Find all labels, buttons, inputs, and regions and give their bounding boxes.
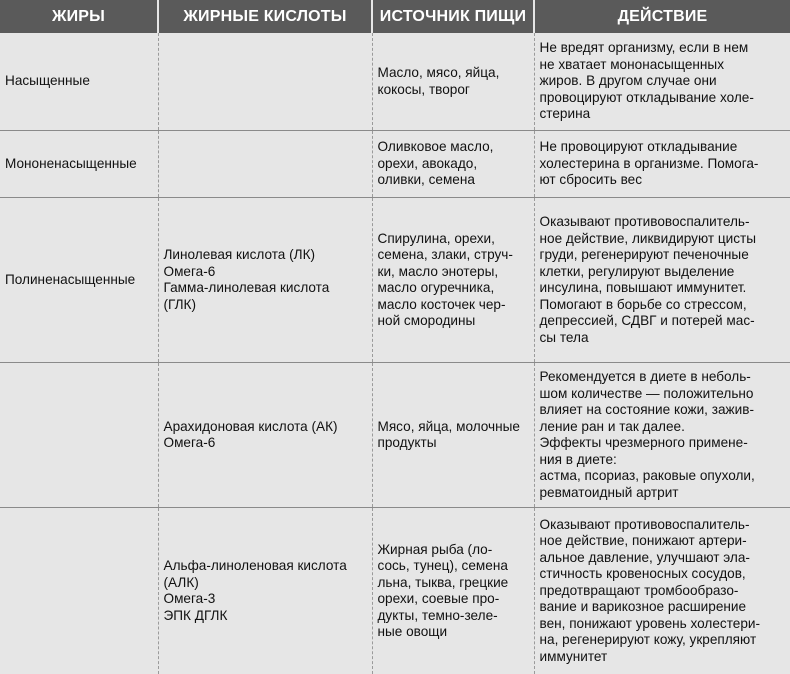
fat-type-cell: Насыщенные: [0, 33, 158, 131]
header-fatty-acids: ЖИРНЫЕ КИСЛОТЫ: [158, 0, 372, 33]
effect-cell: Рекомендуется в диете в неболь- шом количестве — положительно влияет на состояние кожи, зажив- ление ран и так далее. Эффекты чрезмерного примене- ния в диете: астма, псориаз, раковые опухоли, ревматоидный артрит: [534, 363, 790, 508]
table-row: [0, 508, 790, 674]
effect-cell: Оказывают противовоспалитель- ное действие, понижают артери- альное давление, улучшают эла- стичность кровеносных сосудов, предотвращают тромбообразо- вание и варикозное расширение вен, понижают уровень холестери- на, регенерируют кожу, укрепляют иммунитет: [534, 508, 790, 674]
fatty-acid-cell: Арахидоновая кислота (АК) Омега-6: [158, 363, 372, 508]
table-row: [0, 131, 790, 198]
food-source-cell: Оливковое масло, орехи, авокадо, оливки, семена: [372, 131, 534, 198]
table-header: [0, 0, 790, 33]
fatty-acid-cell: Линолевая кислота (ЛК) Омега-6 Гамма-линолевая кислота (ГЛК): [158, 198, 372, 363]
fat-type-cell: Мононенасыщенные: [0, 131, 158, 198]
table-row: [0, 363, 790, 508]
fat-type-cell: [0, 363, 158, 508]
effect-cell: Не провоцируют откладывание холестерина в организме. Помога- ют сбросить вес: [534, 131, 790, 198]
fatty-acid-cell: [158, 131, 372, 198]
food-source-cell: Масло, мясо, яйца, кокосы, творог: [372, 33, 534, 131]
table-row: [0, 198, 790, 363]
fat-type-cell: [0, 508, 158, 674]
effect-cell: Оказывают противовоспалитель- ное действие, ликвидируют цисты груди, регенерируют печеночные клетки, регулируют выделение инсулина, повышают иммунитет. Помогают в борьбе со стрессом, депрессией, СДВГ и потерей мас- сы тела: [534, 198, 790, 363]
fatty-acid-cell: [158, 33, 372, 131]
food-source-cell: Спирулина, орехи, семена, злаки, струч- ки, масло энотеры, масло огуречника, масло косточек чер- ной смородины: [372, 198, 534, 363]
header-row: [0, 0, 790, 33]
food-source-cell: Жирная рыба (ло- сось, тунец), семена льна, тыква, грецкие орехи, соевые про- дукты, темно-зеле- ные овощи: [372, 508, 534, 674]
header-food-source: ИСТОЧНИК ПИЩИ: [372, 0, 534, 33]
table-body: [0, 33, 790, 674]
effect-cell: Не вредят организму, если в нем не хватает мононасыщенных жиров. В другом случае они провоцируют откладывание холе- стерина: [534, 33, 790, 131]
header-fats: ЖИРЫ: [0, 0, 158, 33]
table-row: [0, 33, 790, 131]
food-source-cell: Мясо, яйца, молочные продукты: [372, 363, 534, 508]
fatty-acid-cell: Альфа-линоленовая кислота (АЛК) Омега-3 ЭПК ДГЛК: [158, 508, 372, 674]
fat-type-cell: Полиненасыщенные: [0, 198, 158, 363]
header-effect: ДЕЙСТВИЕ: [534, 0, 790, 33]
